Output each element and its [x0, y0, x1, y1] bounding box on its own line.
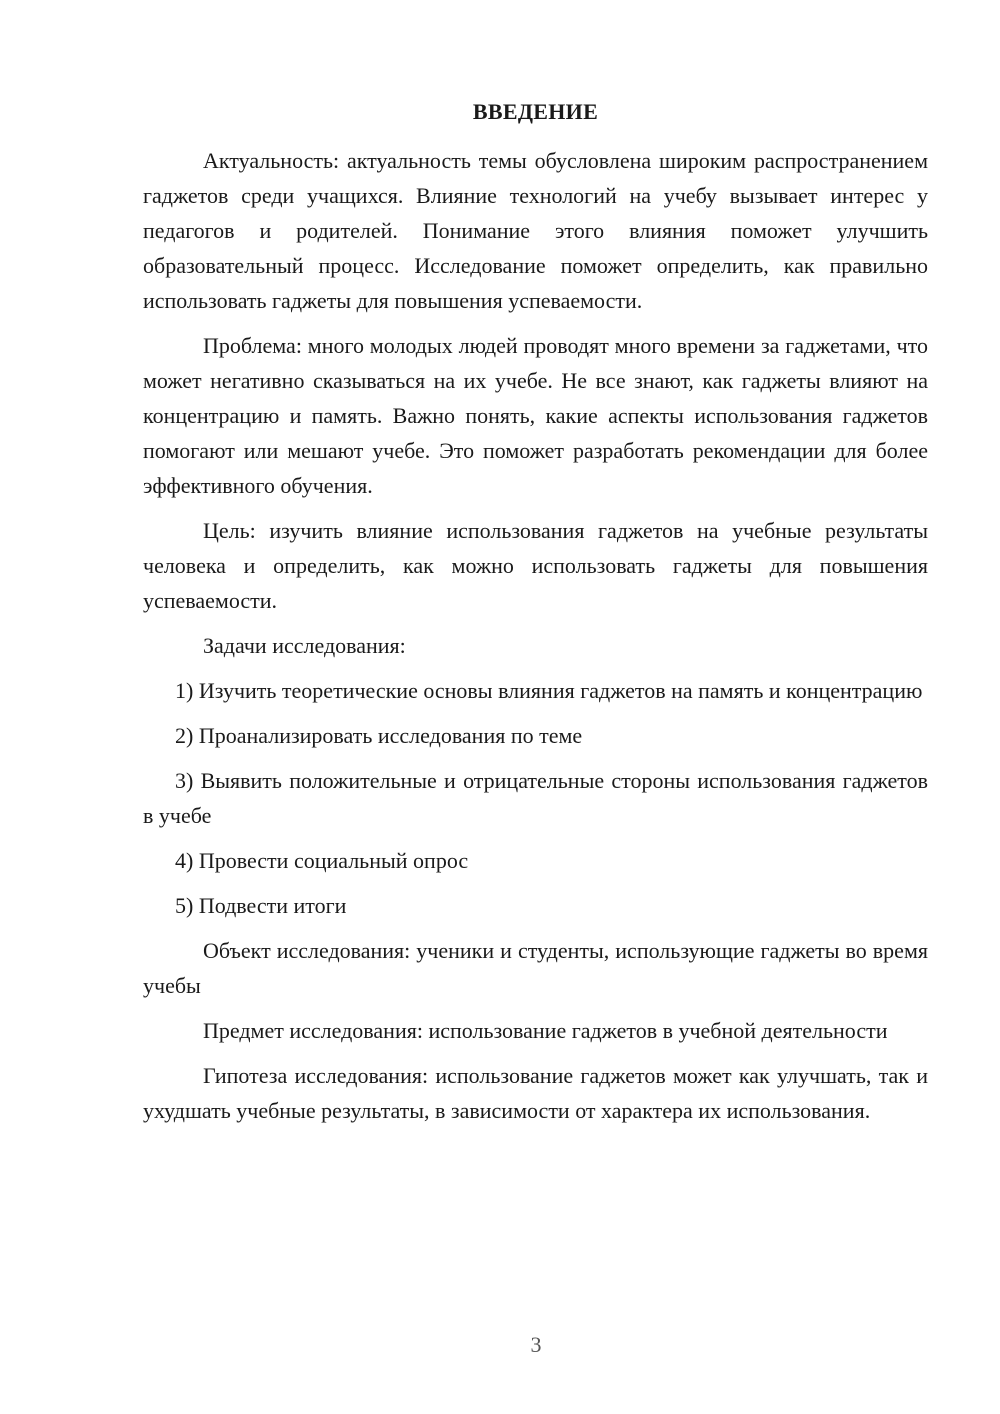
paragraph-goal: Цель: изучить влияние использования гаджетов на учебные результаты человека и определить, как можно использовать гаджеты для повышения успеваемости. [143, 518, 928, 613]
paragraph-hypothesis: Гипотеза исследования: использование гаджетов может как улучшать, так и ухудшать учебные результаты, в зависимости от характера их использования. [143, 1063, 928, 1123]
list-item: 2) Проанализировать исследования по теме [175, 723, 583, 748]
page-number: 3 [530, 1332, 542, 1357]
section-title: ВВЕДЕНИЕ [472, 99, 599, 124]
list-item: 4) Провести социальный опрос [175, 848, 469, 873]
tasks-heading: Задачи исследования: [203, 633, 406, 658]
list-item: 5) Подвести итоги [175, 893, 347, 918]
list-item: 1) Изучить теоретические основы влияния гаджетов на память и концентрацию [175, 678, 923, 703]
tasks-list [143, 673, 928, 923]
paragraph-object: Объект исследования: ученики и студенты, использующие гаджеты во время учебы [143, 938, 928, 998]
paragraph-subject: Предмет исследования: использование гаджетов в учебной деятельности [203, 1018, 888, 1043]
paragraph-problem: Проблема: много молодых людей проводят много времени за гаджетами, что может негативно сказываться на их учебе. Не все знают, как гаджеты влияют на концентрацию и память. Важно понять, какие аспекты использования гаджетов помогают или мешают учебе. Это поможет разработать рекомендации для более эффективного обучения. [143, 333, 928, 498]
document-body [143, 94, 928, 1128]
paragraph-relevance: Актуальность: актуальность темы обусловлена широким распространением гаджетов среди учащихся. Влияние технологий на учебу вызывает интерес у педагогов и родителей. Понимание этого влияния поможет улучшить образовательный процесс. Исследование поможет определить, как правильно использовать гаджеты для повышения успеваемости. [143, 148, 928, 313]
list-item: 3) Выявить положительные и отрицательные стороны использования гаджетов в учебе [143, 768, 928, 828]
